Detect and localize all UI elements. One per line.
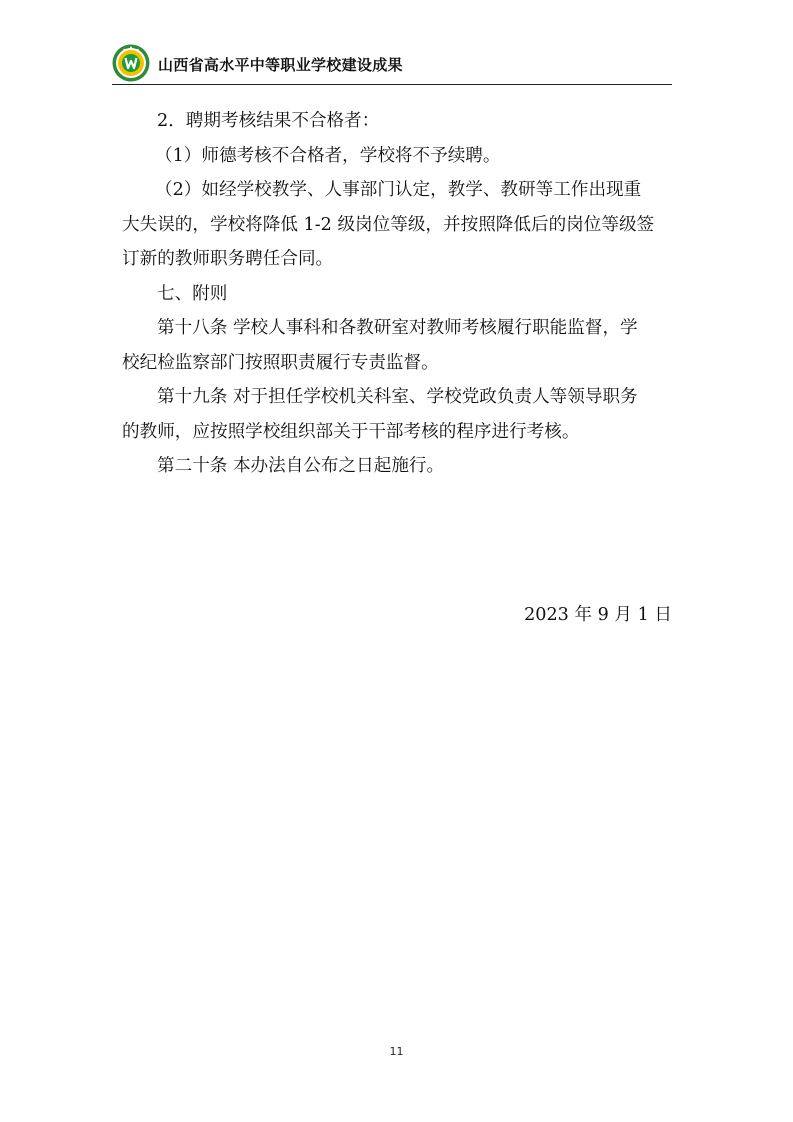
paragraph-line: 第十八条 学校人事科和各教研室对教师考核履行职能监督，学 xyxy=(157,318,638,338)
header-title: 山西省高水平中等职业学校建设成果 xyxy=(158,56,403,74)
document-date: 2023 年 9 月 1 日 xyxy=(524,605,672,625)
article-18 xyxy=(122,311,682,380)
paragraph-line: （2）如经学校教学、人事部门认定，教学、教研等工作出现重 xyxy=(155,180,642,200)
paragraph-line: 2．聘期考核结果不合格者： xyxy=(157,111,380,131)
paragraph-line: 订新的教师职务聘任合同。 xyxy=(122,249,334,269)
paragraph-line: 大失误的，学校将降低 1-2 级岗位等级，并按照降低后的岗位等级签 xyxy=(122,214,655,235)
paragraph-sub-item-2 xyxy=(122,173,682,277)
paragraph-line: 七、附则 xyxy=(157,283,228,304)
paragraph-item-2-heading xyxy=(122,104,682,139)
header-divider xyxy=(112,84,672,85)
page-number: 11 xyxy=(389,1045,404,1058)
paragraph-line: 校纪检监察部门按照职责履行专责监督。 xyxy=(122,352,439,373)
section-heading-appendix xyxy=(122,277,682,312)
article-20 xyxy=(122,449,682,484)
paragraph-sub-item-1 xyxy=(122,139,682,174)
document-body xyxy=(122,104,682,484)
page-header xyxy=(112,44,672,84)
paragraph-line: 第二十条 本办法自公布之日起施行。 xyxy=(157,456,445,476)
school-emblem-icon xyxy=(112,44,150,82)
article-19 xyxy=(122,380,682,449)
paragraph-line: （1）师德考核不合格者，学校将不予续聘。 xyxy=(155,145,501,166)
paragraph-line: 第十九条 对于担任学校机关科室、学校党政负责人等领导职务 xyxy=(157,387,638,407)
paragraph-line: 的教师，应按照学校组织部关于干部考核的程序进行考核。 xyxy=(122,421,580,442)
